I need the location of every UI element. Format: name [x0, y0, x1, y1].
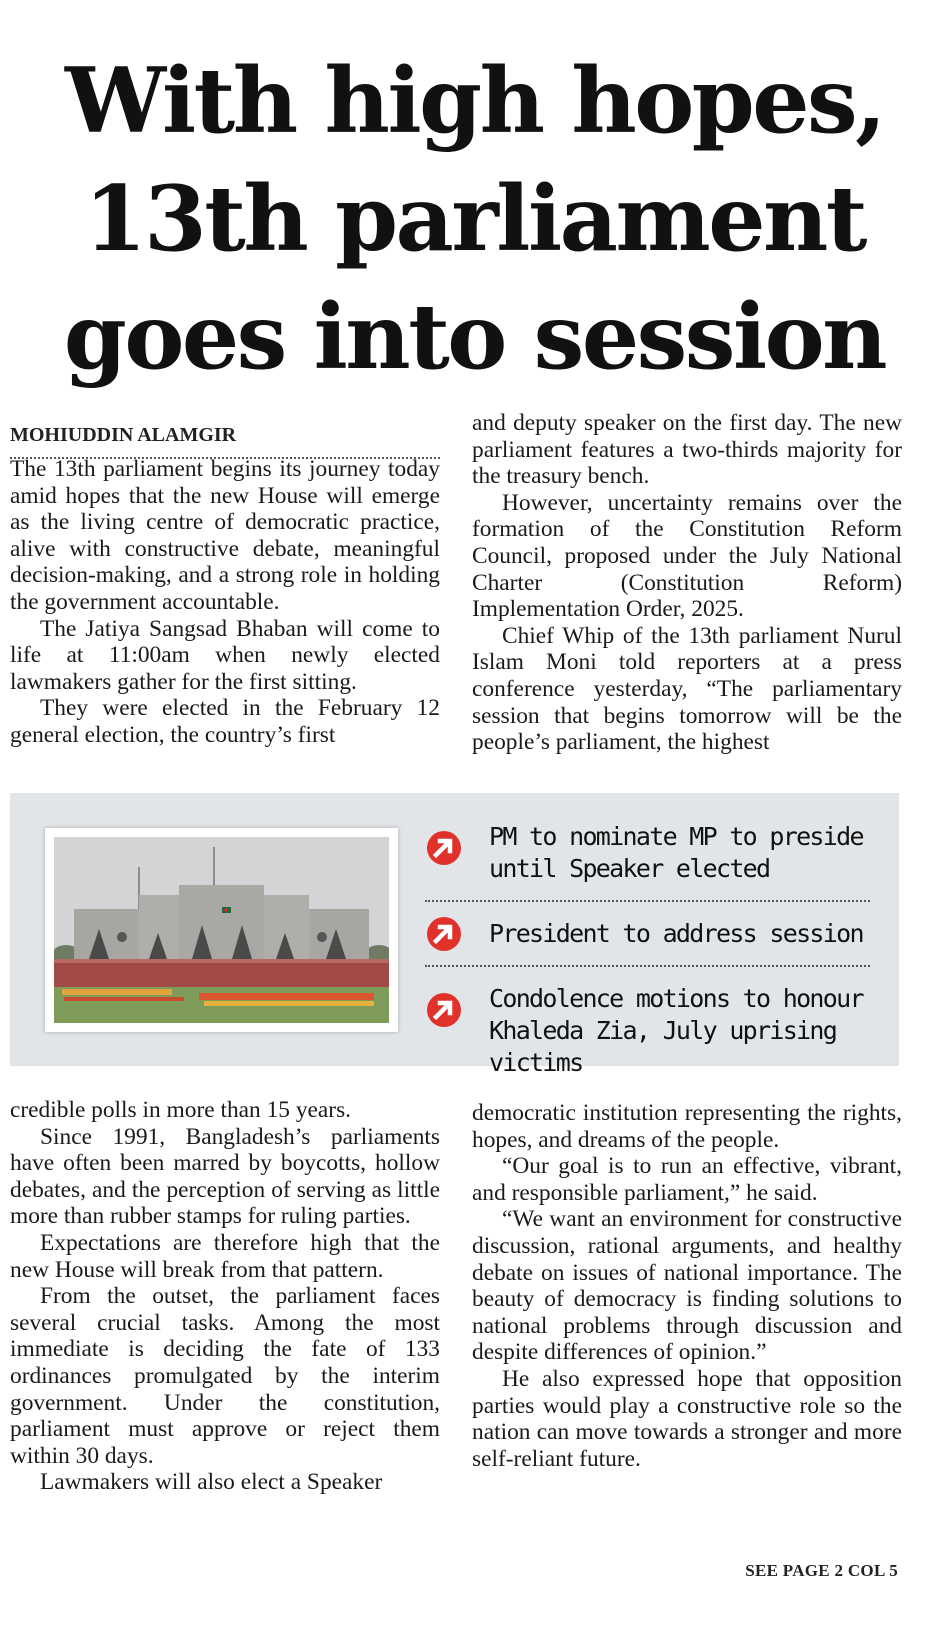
parliament-photo — [45, 828, 398, 1032]
article-column-1 — [10, 456, 440, 749]
paragraph: Expectations are therefore high that the new House will break from that pattern. — [10, 1229, 440, 1283]
paragraph: “We want an environment for constructive discussion, rational arguments, and healthy debate on issues of national importance. The beauty of democracy is finding solutions to national problems through discussion and despite differences of opinion.” — [472, 1206, 902, 1366]
parliament-building-image — [54, 837, 389, 1023]
paragraph: and deputy speaker on the first day. The new parliament features a two-thirds majority for the treasury bench. — [472, 410, 902, 490]
headline-line-1: With high hopes, — [65, 48, 884, 154]
paragraph: “Our goal is to run an effective, vibrant, and responsible parliament,” he said. — [472, 1153, 902, 1206]
paragraph: Chief Whip of the 13th parliament Nurul Islam Moni told reporters at a press conference yesterday, “The parliamentary session that begins tomorrow will be the people’s parliament, the highest — [472, 622, 902, 756]
headline — [12, 42, 937, 396]
highlight-text: Condolence motions to honour Khaleda Zia, July uprising victims — [489, 984, 863, 1077]
paragraph: Since 1991, Bangladesh’s parliaments have often been marred by boycotts, hollow debates, and the perception of serving as little more than rubber stamps for ruling parties. — [10, 1123, 440, 1230]
headline-line-3: goes into session — [63, 284, 886, 390]
highlight-item — [425, 821, 870, 885]
paragraph: democratic institution representing the rights, hopes, and dreams of the people. — [472, 1100, 902, 1153]
article-column-3 — [10, 1097, 440, 1496]
paragraph: The Jatiya Sangsad Bhaban will come to life at 11:00am when newly elected lawmakers gather for the first sitting. — [10, 615, 440, 695]
arrow-circle-icon — [425, 915, 463, 953]
paragraph: The 13th parliament begins its journey today amid hopes that the new House will emerge as the living centre of democratic practice, alive with constructive debate, meaningful decision-making, and a strong role in holding the government accountable. — [10, 456, 440, 615]
article-column-2 — [472, 410, 902, 756]
paragraph: Lawmakers will also elect a Speaker — [40, 1469, 383, 1496]
highlights-list — [425, 821, 870, 1079]
byline: MOHIUDDIN ALAMGIR — [10, 424, 440, 459]
paragraph: They were elected in the February 12 general election, the country’s first — [10, 695, 440, 748]
highlight-item — [425, 918, 870, 950]
arrow-circle-icon — [425, 829, 463, 867]
continued-on-page-label: SEE PAGE 2 COL 5 — [745, 1561, 898, 1580]
dotted-divider — [425, 965, 870, 967]
paragraph: He also expressed hope that opposition parties would play a constructive role so the nation can move towards a stronger and more self-reliant future. — [472, 1365, 902, 1472]
arrow-circle-icon — [425, 991, 463, 1029]
headline-line-2: 13th parliament — [84, 166, 865, 272]
highlights-panel — [10, 793, 899, 1077]
dotted-divider — [425, 900, 870, 902]
paragraph: credible polls in more than 15 years. — [10, 1097, 352, 1123]
highlight-text: President to address session — [489, 919, 863, 948]
highlight-text: PM to nominate MP to preside until Speaker elected — [489, 822, 863, 883]
paragraph: However, uncertainty remains over the formation of the Constitution Reform Council, proposed under the July National Charter (Constitution Reform) Implementation Order, 2025. — [472, 489, 902, 623]
article-column-4 — [472, 1100, 902, 1472]
paragraph: From the outset, the parliament faces several crucial tasks. Among the most immediate is deciding the fate of 133 ordinances promulgated by the interim government. Under the constitution, parliament must approve or reject them within 30 days. — [10, 1283, 440, 1469]
highlight-item — [425, 983, 870, 1079]
